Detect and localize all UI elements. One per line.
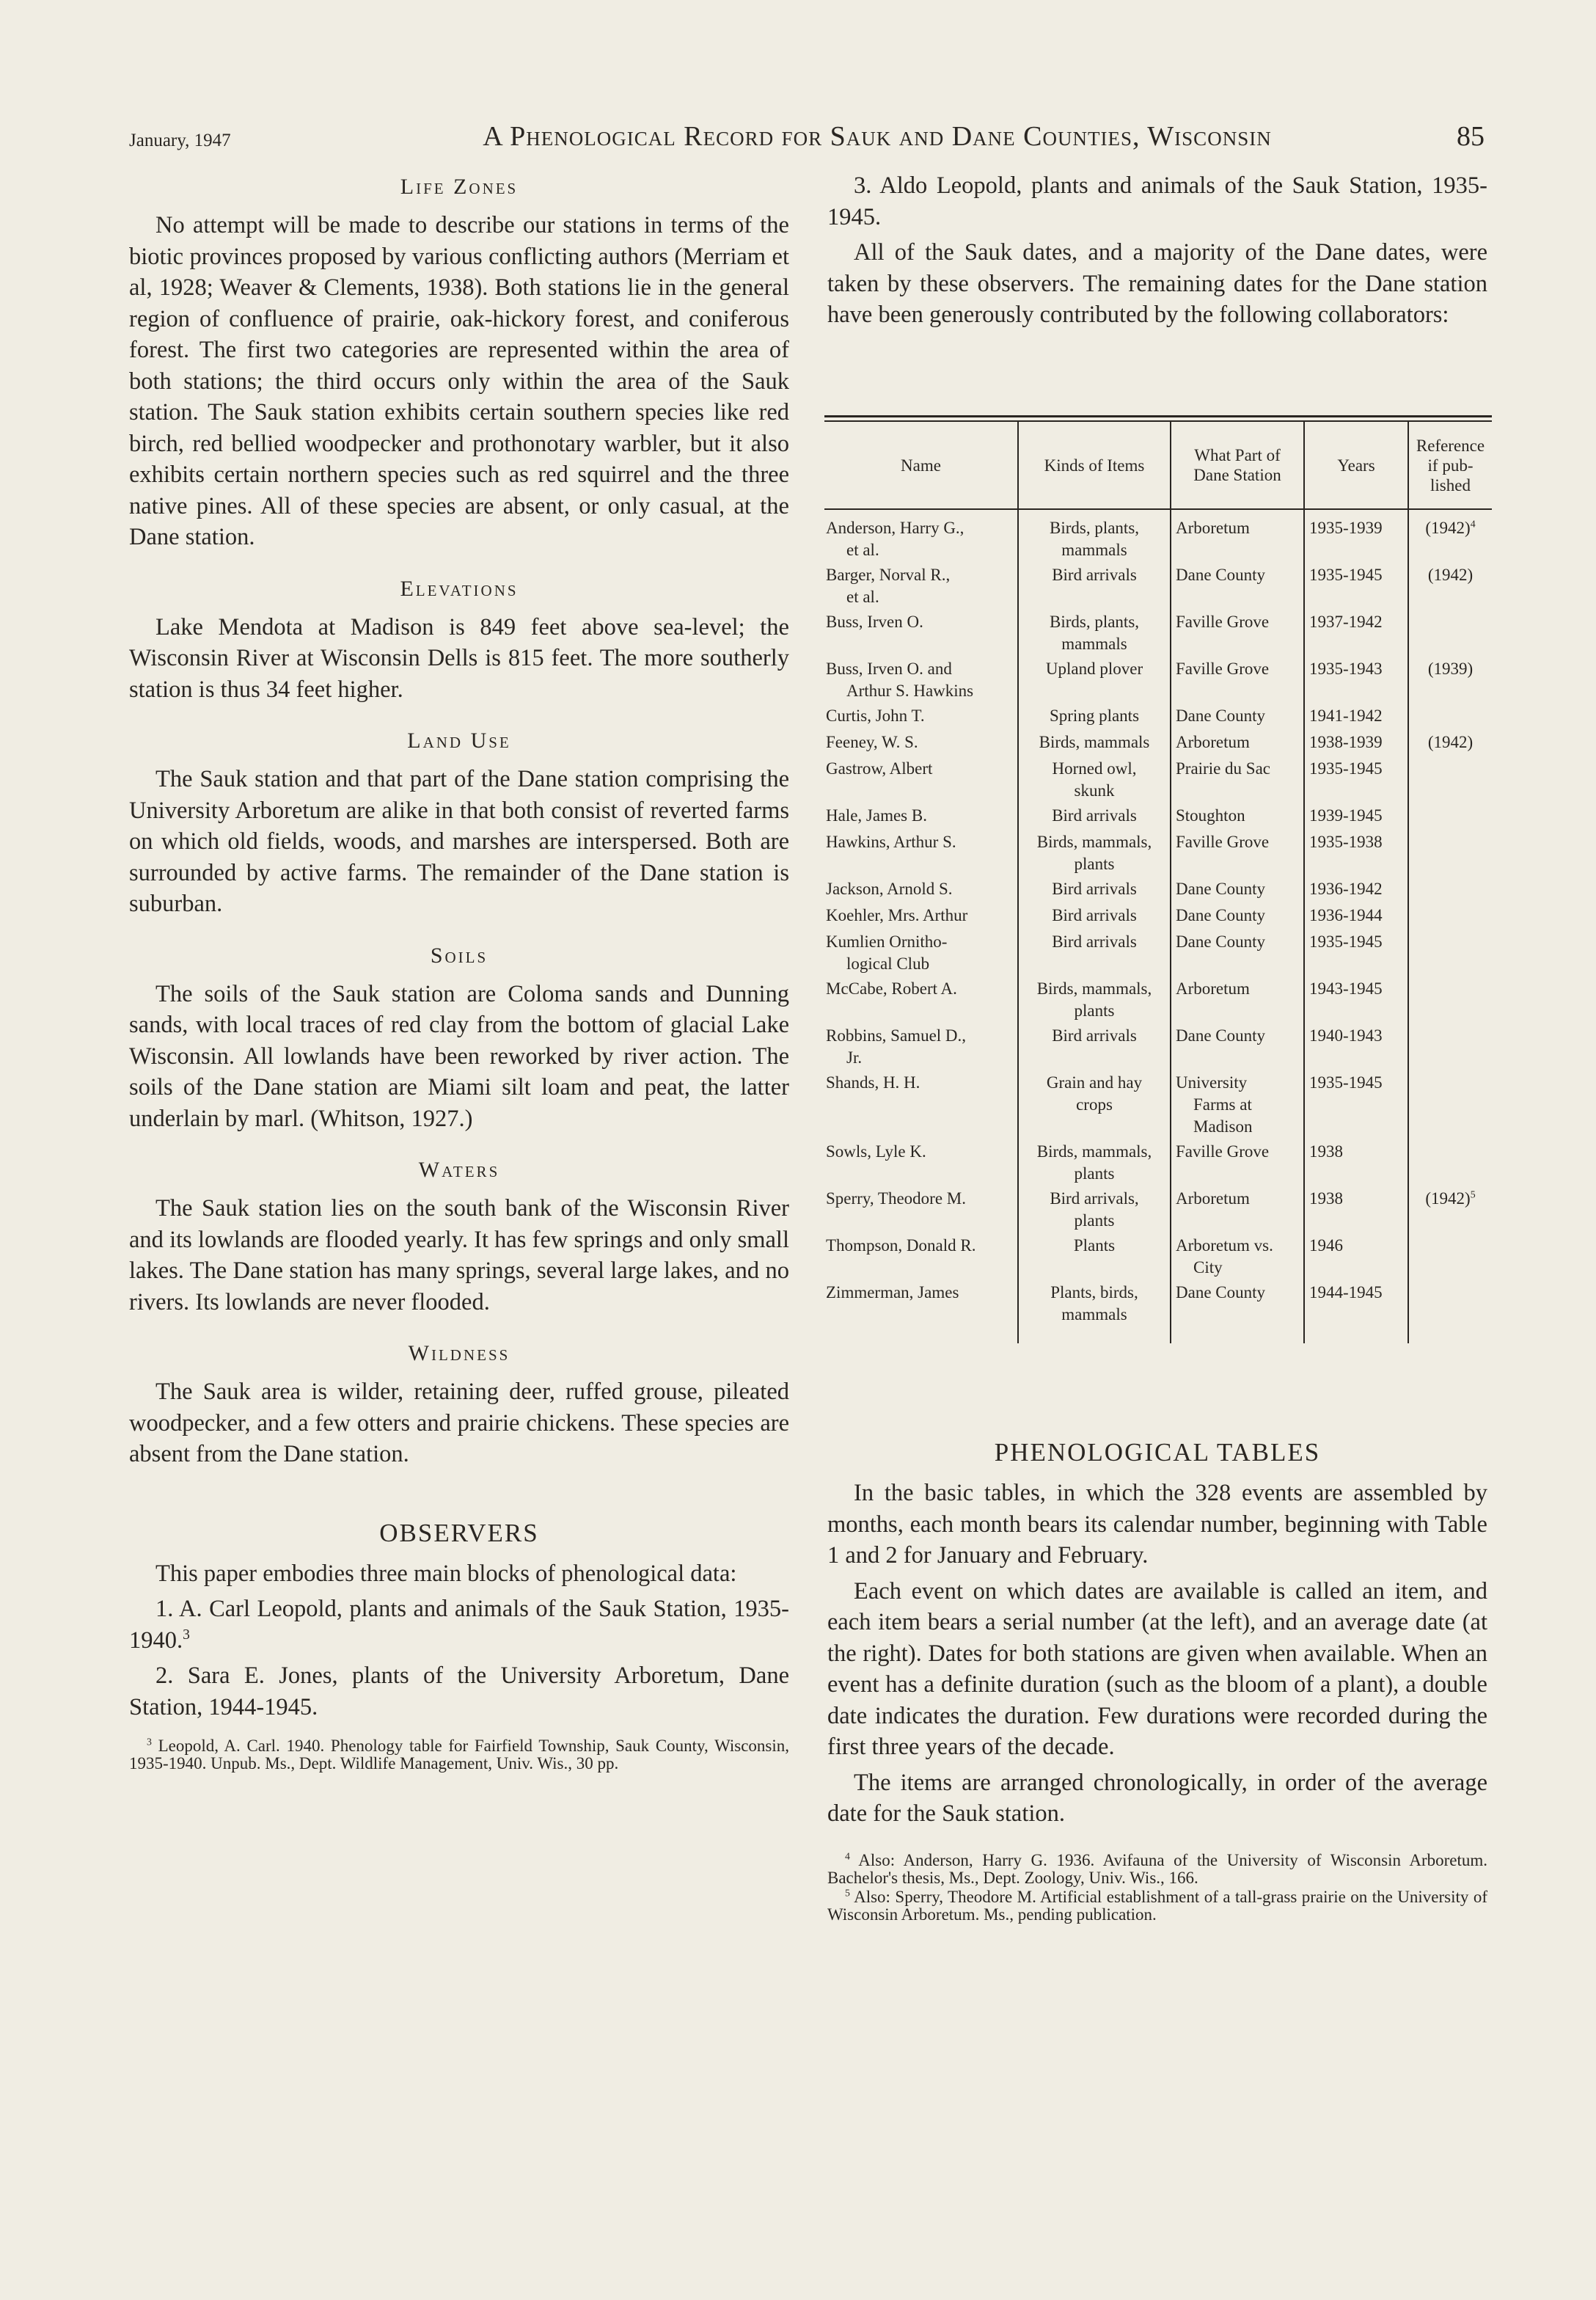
cell-part [1171, 705, 1304, 731]
waters-paragraph: The Sauk station lies on the south bank of the Wisconsin River and its lowlands are flooded yearly. It has few springs and only small lakes. The Dane station has many springs, several large lakes, and no rivers. Its lowlands are never flooded. [129, 1195, 789, 1315]
cell-reference [1408, 705, 1492, 731]
collaborator-name: Gastrow, Albert [826, 759, 933, 778]
cell-name [824, 878, 1018, 905]
dane-station-part: Dane County [1176, 707, 1266, 725]
cell-kinds [1018, 1025, 1171, 1072]
cell-name [824, 978, 1018, 1025]
cell-years: 1935-1939 [1304, 509, 1408, 564]
cell-name [824, 705, 1018, 731]
cell-part [1171, 905, 1304, 931]
page-number: 85 [1457, 121, 1485, 152]
table-row [824, 658, 1492, 705]
footnote-4-mark: 4 [845, 1850, 850, 1861]
cell-years: 1935-1943 [1304, 658, 1408, 705]
cell-reference [1408, 1072, 1492, 1141]
cell-reference [1408, 878, 1492, 905]
cell-years: 1938 [1304, 1141, 1408, 1188]
dane-station-part: Prairie du Sac [1176, 759, 1271, 778]
dane-station-part: Dane County [1176, 932, 1266, 951]
col-header-reference: Reference if pub-lished [1408, 422, 1492, 509]
reference-year: (1942) [1427, 566, 1474, 584]
reference-year: (1939) [1427, 660, 1474, 678]
col-header-kinds: Kinds of Items [1018, 422, 1171, 509]
kinds-of-items-cont: plants [1074, 1001, 1115, 1020]
cell-part [1171, 658, 1304, 705]
cell-kinds [1018, 1141, 1171, 1188]
cell-kinds [1018, 905, 1171, 931]
cell-years: 1937-1942 [1304, 611, 1408, 658]
cell-name [824, 1025, 1018, 1072]
collaborator-name: Zimmerman, James [826, 1283, 959, 1301]
cell-reference [1408, 905, 1492, 931]
table-row [824, 931, 1492, 978]
observers-intro: This paper embodies three main blocks of phenological data: [155, 1560, 737, 1587]
dane-station-part: Faville Grove [1176, 1142, 1270, 1161]
table-header-row [824, 422, 1492, 509]
collaborator-name: Feeney, W. S. [826, 733, 918, 751]
cell-part [1171, 1141, 1304, 1188]
cell-kinds [1018, 658, 1171, 705]
table-row [824, 831, 1492, 878]
phenological-p1: In the basic tables, in which the 328 events are assembled by months, each month bears its calendar number, beginning with Table 1 and 2 for January and February. [827, 1480, 1487, 1569]
footnote-5-mark: 5 [845, 1886, 850, 1898]
kinds-of-items: Bird arrivals, [1050, 1189, 1139, 1208]
cell-name [824, 1282, 1018, 1343]
collaborator-name: Jackson, Arnold S. [826, 880, 953, 898]
collaborator-name: Curtis, John T. [826, 707, 925, 725]
kinds-of-items: Bird arrivals [1052, 880, 1137, 898]
table-top-rule [824, 415, 1492, 417]
cell-reference [1408, 1282, 1492, 1343]
dane-station-part: Dane County [1176, 566, 1266, 584]
kinds-of-items-cont: plants [1074, 855, 1115, 873]
kinds-of-items: Bird arrivals [1052, 906, 1137, 924]
collaborator-name: Robbins, Samuel D., [826, 1026, 967, 1045]
running-title: A Phenological Record for Sauk and Dane Counties, Wisconsin [483, 121, 1272, 152]
cell-part [1171, 805, 1304, 831]
cell-reference [1408, 931, 1492, 978]
cell-name [824, 1072, 1018, 1141]
dane-station-part: Faville Grove [1176, 833, 1270, 851]
table-row [824, 1141, 1492, 1188]
cell-reference [1408, 1188, 1492, 1235]
kinds-of-items-cont: skunk [1074, 781, 1115, 800]
cell-kinds [1018, 1072, 1171, 1141]
right-column-top [827, 170, 1487, 335]
cell-kinds [1018, 731, 1171, 758]
cell-kinds [1018, 611, 1171, 658]
phenological-tables-heading: PHENOLOGICAL TABLES [994, 1438, 1321, 1467]
cell-name [824, 805, 1018, 831]
table-row [824, 564, 1492, 611]
kinds-of-items: Bird arrivals [1052, 1026, 1137, 1045]
cell-name [824, 758, 1018, 805]
footnote-4 [827, 1852, 1487, 1887]
reference-year: (1942) [1425, 519, 1471, 537]
cell-years: 1943-1945 [1304, 978, 1408, 1025]
cell-name [824, 1188, 1018, 1235]
reference-year: (1942) [1427, 733, 1474, 751]
cell-reference [1408, 978, 1492, 1025]
cell-name [824, 931, 1018, 978]
land-use-heading: Land Use [407, 729, 511, 753]
cell-part [1171, 758, 1304, 805]
collaborator-name: Barger, Norval R., [826, 566, 951, 584]
dane-station-part: Arboretum [1176, 733, 1250, 751]
collaborator-name: Sowls, Lyle K. [826, 1142, 926, 1161]
table-row [824, 611, 1492, 658]
dane-station-part: Dane County [1176, 880, 1266, 898]
right-column-bottom [827, 1426, 1487, 1924]
kinds-of-items-cont: plants [1074, 1164, 1115, 1183]
collaborators-table [824, 422, 1492, 1343]
cell-part [1171, 564, 1304, 611]
table-row [824, 509, 1492, 564]
cell-kinds [1018, 1235, 1171, 1282]
cell-years: 1935-1945 [1304, 931, 1408, 978]
dane-station-part-cont: Farms at Madison [1193, 1095, 1253, 1136]
footnote-5 [827, 1888, 1487, 1924]
cell-years: 1940-1943 [1304, 1025, 1408, 1072]
cell-part [1171, 1025, 1304, 1072]
cell-reference [1408, 564, 1492, 611]
cell-part [1171, 731, 1304, 758]
kinds-of-items: Bird arrivals [1052, 566, 1137, 584]
collaborator-name: Koehler, Mrs. Arthur [826, 906, 968, 924]
reference-year: (1942) [1425, 1189, 1471, 1208]
collaborators-paragraph: All of the Sauk dates, and a majority of the Dane dates, were taken by these observers. The remaining dates for the Dane station have been generously contributed by the following collaborators: [827, 239, 1487, 328]
table-row [824, 731, 1492, 758]
table-row [824, 1235, 1492, 1282]
running-header [129, 117, 1485, 154]
cell-years: 1941-1942 [1304, 705, 1408, 731]
cell-part [1171, 878, 1304, 905]
table-row [824, 978, 1492, 1025]
kinds-of-items: Spring plants [1049, 707, 1140, 725]
cell-part [1171, 978, 1304, 1025]
table-row [824, 705, 1492, 731]
cell-kinds [1018, 805, 1171, 831]
cell-reference [1408, 731, 1492, 758]
life-zones-heading: Life Zones [400, 175, 519, 199]
dane-station-part: Dane County [1176, 906, 1266, 924]
cell-years: 1935-1945 [1304, 1072, 1408, 1141]
footnote-4-text: Also: Anderson, Harry G. 1936. Avifauna of the University of Wisconsin Arboretum. Bachelor's thesis, Ms., Dept. Zoology, Univ. Wis., 166. [827, 1850, 1488, 1887]
collaborator-name: Anderson, Harry G., [826, 519, 964, 537]
kinds-of-items-cont: crops [1076, 1095, 1113, 1114]
collaborator-name: Shands, H. H. [826, 1073, 920, 1092]
cell-reference [1408, 509, 1492, 564]
table-row [824, 878, 1492, 905]
cell-reference [1408, 1141, 1492, 1188]
cell-reference [1408, 805, 1492, 831]
cell-years: 1938 [1304, 1188, 1408, 1235]
collaborator-name: Buss, Irven O. [826, 613, 923, 631]
collaborator-name-cont: Arthur S. Hawkins [846, 682, 974, 700]
footnote-3-text: Leopold, A. Carl. 1940. Phenology table for Fairfield Township, Sauk County, Wisconsin, 1935-1940. Unpub. Ms., Dept. Wildlife Management, Univ. Wis., 30 pp. [129, 1737, 790, 1773]
cell-years: 1938-1939 [1304, 731, 1408, 758]
collaborators-table-block [824, 415, 1492, 1343]
cell-name [824, 731, 1018, 758]
cell-part [1171, 509, 1304, 564]
dane-station-part: Arboretum [1176, 519, 1250, 537]
cell-part [1171, 831, 1304, 878]
soils-heading: Soils [430, 943, 488, 968]
kinds-of-items-cont: plants [1074, 1211, 1115, 1230]
cell-part [1171, 1235, 1304, 1282]
cell-reference [1408, 611, 1492, 658]
kinds-of-items: Birds, mammals [1039, 733, 1150, 751]
table-row [824, 1025, 1492, 1072]
kinds-of-items-cont: mammals [1061, 1305, 1127, 1324]
footnote-5-text: Also: Sperry, Theodore M. Artificial establishment of a tall-grass prairie on the University of Wisconsin Arboretum. Ms., pending publication. [827, 1887, 1487, 1924]
observer-item-1-text: 1. A. Carl Leopold, plants and animals of the Sauk Station, 1935-1940. [129, 1596, 789, 1654]
cell-name [824, 658, 1018, 705]
cell-kinds [1018, 931, 1171, 978]
elevations-paragraph: Lake Mendota at Madison is 849 feet above sea-level; the Wisconsin River at Wisconsin Dells is 815 feet. The more southerly station is thus 34 feet higher. [129, 613, 789, 703]
wildness-heading: Wildness [408, 1341, 510, 1365]
cell-kinds [1018, 509, 1171, 564]
observers-heading: OBSERVERS [379, 1518, 539, 1547]
kinds-of-items: Birds, mammals, [1036, 979, 1152, 998]
reference-footnote-mark: 4 [1470, 518, 1476, 530]
cell-years: 1935-1945 [1304, 758, 1408, 805]
footnote-3 [129, 1737, 789, 1773]
cell-name [824, 564, 1018, 611]
cell-years: 1936-1944 [1304, 905, 1408, 931]
observer-item-1 [129, 1593, 789, 1656]
kinds-of-items: Bird arrivals [1052, 806, 1137, 825]
dane-station-part: Dane County [1176, 1026, 1266, 1045]
elevations-heading: Elevations [400, 576, 519, 601]
cell-part [1171, 931, 1304, 978]
col-header-name: Name [824, 422, 1018, 509]
kinds-of-items: Grain and hay [1046, 1073, 1143, 1092]
kinds-of-items: Birds, mammals, [1036, 1142, 1152, 1161]
kinds-of-items: Birds, plants, [1049, 613, 1140, 631]
collaborator-name: Kumlien Ornitho- [826, 932, 948, 951]
wildness-paragraph: The Sauk area is wilder, retaining deer, ruffed grouse, pileated woodpecker, and a few otters and prairie chickens. These species are absent from the Dane station. [129, 1379, 789, 1467]
cell-kinds [1018, 1188, 1171, 1235]
cell-part [1171, 1188, 1304, 1235]
dane-station-part: Faville Grove [1176, 660, 1270, 678]
cell-kinds [1018, 758, 1171, 805]
dane-station-part: Arboretum vs. [1176, 1236, 1273, 1255]
cell-years: 1944-1945 [1304, 1282, 1408, 1343]
dane-station-part: Arboretum [1176, 1189, 1250, 1208]
cell-name [824, 1141, 1018, 1188]
footnote-ref-3: 3 [183, 1627, 190, 1643]
cell-years: 1936-1942 [1304, 878, 1408, 905]
table-row [824, 758, 1492, 805]
collaborator-name: McCabe, Robert A. [826, 979, 957, 998]
collaborator-name: Sperry, Theodore M. [826, 1189, 966, 1208]
collaborator-name: Thompson, Donald R. [826, 1236, 976, 1255]
kinds-of-items: Plants [1073, 1236, 1116, 1255]
kinds-of-items: Bird arrivals [1052, 932, 1137, 951]
cell-reference [1408, 1025, 1492, 1072]
cell-name [824, 905, 1018, 931]
collaborator-name: Hawkins, Arthur S. [826, 833, 956, 851]
observer-item-2: 2. Sara E. Jones, plants of the University Arboretum, Dane Station, 1944-1945. [129, 1662, 789, 1720]
cell-reference [1408, 758, 1492, 805]
soils-paragraph: The soils of the Sauk station are Coloma sands and Dunning sands, with local traces of red clay from the bottom of glacial Lake Wisconsin. All lowlands have been reworked by river action. The soils of the Dane station are Miami silt loam and peat, the latter underlain by marl. (Whitson, 1927.) [129, 980, 789, 1132]
table-row [824, 1072, 1492, 1141]
cell-name [824, 1235, 1018, 1282]
cell-reference [1408, 831, 1492, 878]
collaborator-name-cont: et al. [846, 588, 879, 606]
cell-part [1171, 1072, 1304, 1141]
collaborator-name: Buss, Irven O. and [826, 660, 952, 678]
collaborator-name-cont: Jr. [846, 1048, 863, 1067]
issue-date: January, 1947 [129, 131, 231, 150]
table-row [824, 905, 1492, 931]
phenological-p3: The items are arranged chronologically, in order of the average date for the Sauk station. [827, 1769, 1487, 1827]
cell-kinds [1018, 831, 1171, 878]
kinds-of-items-cont: mammals [1061, 635, 1127, 653]
cell-name [824, 831, 1018, 878]
cell-years: 1935-1945 [1304, 564, 1408, 611]
dane-station-part: Stoughton [1176, 806, 1245, 825]
dane-station-part: Dane County [1176, 1283, 1266, 1301]
cell-name [824, 611, 1018, 658]
cell-kinds [1018, 705, 1171, 731]
kinds-of-items: Horned owl, [1052, 759, 1137, 778]
footnote-3-mark: 3 [147, 1736, 152, 1748]
dane-station-part: Faville Grove [1176, 613, 1270, 631]
cell-kinds [1018, 878, 1171, 905]
cell-reference [1408, 1235, 1492, 1282]
cell-years: 1946 [1304, 1235, 1408, 1282]
cell-reference [1408, 658, 1492, 705]
dane-station-part-cont: City [1193, 1258, 1223, 1277]
cell-years: 1939-1945 [1304, 805, 1408, 831]
col-header-years: Years [1304, 422, 1408, 509]
land-use-paragraph: The Sauk station and that part of the Dane station comprising the University Arboretum are alike in that both consist of reverted farms on which old fields, woods, and marshes are interspersed. Both are surrounded by active farms. The remainder of the Dane station is suburban. [129, 766, 789, 917]
dane-station-part: Arboretum [1176, 979, 1250, 998]
cell-part [1171, 1282, 1304, 1343]
life-zones-paragraph: No attempt will be made to describe our stations in terms of the biotic provinces proposed by various conflicting authors (Merriam et al, 1928; Weaver & Clements, 1938). Both stations lie in the general region of confluence of prairie, oak-hickory forest, and coniferous forest. The first two categories are represented within the area of both stations; the third occurs only within the area of the Sauk station. The Sauk station exhibits certain southern species like red birch, red bellied woodpecker and prothonotary warbler, but it also exhibits certain northern species such as red squirrel and the three native pines. All of these species are absent, or only casual, at the Dane station. [129, 212, 789, 550]
cell-part [1171, 611, 1304, 658]
collaborator-name-cont: logical Club [846, 954, 930, 973]
kinds-of-items-cont: mammals [1061, 541, 1127, 559]
col-header-part: What Part of Dane Station [1171, 422, 1304, 509]
collaborator-name: Hale, James B. [826, 806, 927, 825]
collaborator-name-cont: et al. [846, 541, 879, 559]
cell-kinds [1018, 1282, 1171, 1343]
kinds-of-items: Upland plover [1045, 660, 1143, 678]
cell-kinds [1018, 978, 1171, 1025]
cell-kinds [1018, 564, 1171, 611]
dane-station-part: University [1176, 1073, 1248, 1092]
table-row [824, 1188, 1492, 1235]
kinds-of-items: Birds, mammals, [1036, 833, 1152, 851]
cell-name [824, 509, 1018, 564]
kinds-of-items: Plants, birds, [1050, 1283, 1138, 1301]
phenological-p2: Each event on which dates are available is called an item, and each item bears a serial number (at the left), and an average date (at the right). Dates for both stations are given when available. When an event has a definite duration (such as the bloom of a plant), a double date indicates the duration. Few durations were recorded during the first three years of the decade. [827, 1577, 1487, 1760]
kinds-of-items: Birds, plants, [1049, 519, 1140, 537]
observer-item-3: 3. Aldo Leopold, plants and animals of the Sauk Station, 1935-1945. [827, 172, 1487, 230]
reference-footnote-mark: 5 [1470, 1189, 1476, 1200]
cell-years: 1935-1938 [1304, 831, 1408, 878]
table-row [824, 1282, 1492, 1343]
waters-heading: Waters [418, 1158, 500, 1182]
table-row [824, 805, 1492, 831]
left-column [129, 170, 789, 1773]
